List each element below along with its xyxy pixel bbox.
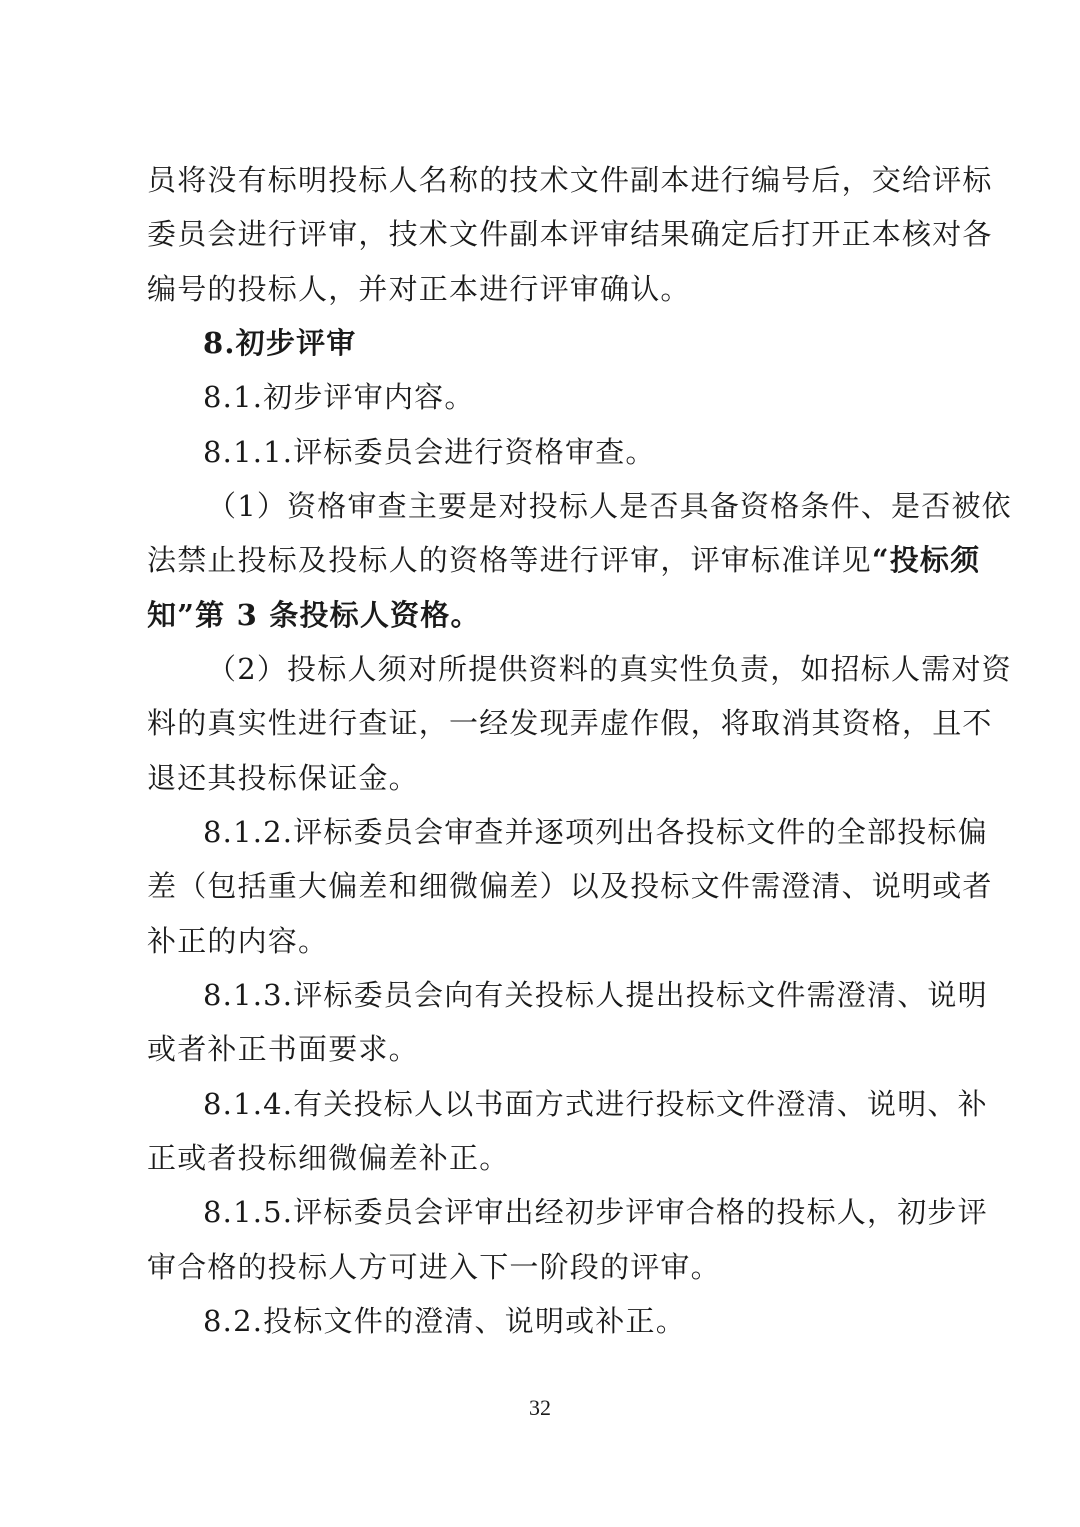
- paragraph-line: 或者补正书面要求。: [147, 1032, 419, 1066]
- paragraph-line: 差（包括重大偏差和细微偏差）以及投标文件需澄清、说明或者: [147, 869, 993, 903]
- subsection-heading: 8.2.投标文件的澄清、说明或补正。: [203, 1304, 686, 1338]
- clause-line: 8.1.3.评标委员会向有关投标人提出投标文件需澄清、说明: [203, 978, 988, 1012]
- bold-reference-line: 知”第 3 条投标人资格。: [147, 598, 481, 632]
- paragraph-line: （2）投标人须对所提供资料的真实性负责，如招标人需对资: [207, 652, 1012, 686]
- section-heading: 8.初步评审: [203, 326, 357, 360]
- paragraph-line: 补正的内容。: [147, 924, 329, 958]
- clause-line: 8.1.4.有关投标人以书面方式进行投标文件澄清、说明、补: [203, 1087, 988, 1121]
- paragraph-line: 料的真实性进行查证，一经发现弄虚作假，将取消其资格，且不: [147, 706, 993, 740]
- paragraph-line: 委员会进行评审，技术文件副本评审结果确定后打开正本核对各: [147, 217, 993, 251]
- paragraph-line: 正或者投标细微偏差补正。: [147, 1141, 510, 1175]
- clause-line: 8.1.1.评标委员会进行资格审查。: [203, 435, 656, 469]
- bold-reference: “投标须: [871, 543, 981, 577]
- subsection-heading: 8.1.初步评审内容。: [203, 380, 475, 414]
- clause-line: 8.1.5.评标委员会评审出经初步评审合格的投标人，初步评: [203, 1195, 988, 1229]
- paragraph-line: 退还其投标保证金。: [147, 761, 419, 795]
- paragraph-line: [147, 542, 981, 578]
- paragraph-line: 员将没有标明投标人名称的技术文件副本进行编号后，交给评标: [147, 163, 993, 197]
- paragraph-text: 法禁止投标及投标人的资格等进行评审，评审标准详见: [147, 543, 872, 577]
- paragraph-line: 编号的投标人，并对正本进行评审确认。: [147, 272, 691, 306]
- clause-line: 8.1.2.评标委员会审查并逐项列出各投标文件的全部投标偏: [203, 815, 988, 849]
- page-number: 32: [529, 1395, 551, 1420]
- paragraph-line: （1）资格审查主要是对投标人是否具备资格条件、是否被依: [207, 489, 1012, 523]
- paragraph-line: 审合格的投标人方可进入下一阶段的评审。: [147, 1250, 721, 1284]
